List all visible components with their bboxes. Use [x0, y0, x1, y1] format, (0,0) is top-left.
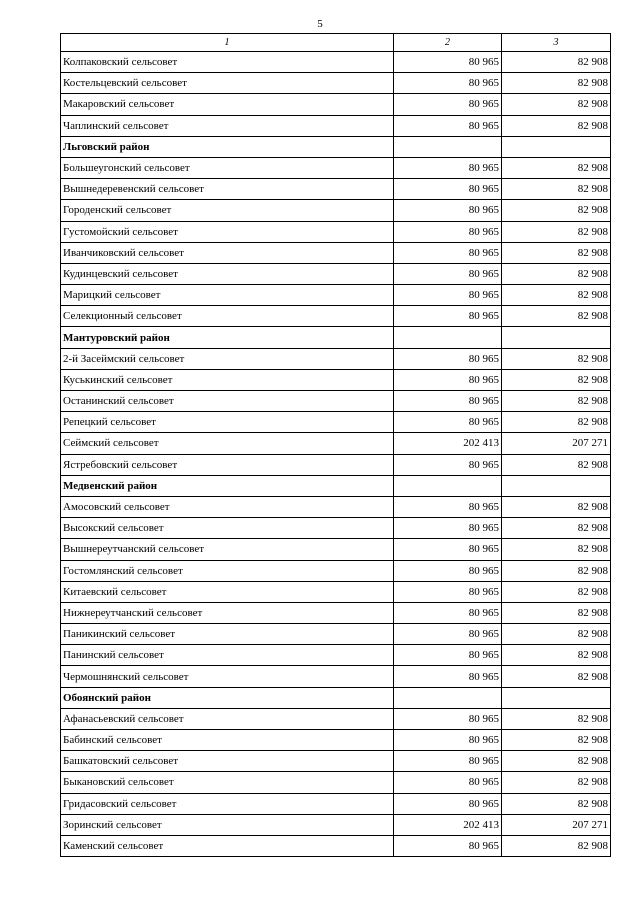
table-row: [61, 539, 611, 560]
table-row: [61, 814, 611, 835]
value-col-3: 82 908: [502, 115, 611, 136]
value-col-3: 207 271: [502, 433, 611, 454]
value-col-3: 82 908: [502, 581, 611, 602]
table-header-row: [61, 34, 611, 52]
value-col-2: 80 965: [394, 518, 502, 539]
value-col-3: 82 908: [502, 52, 611, 73]
table-row: [61, 708, 611, 729]
value-col-2: 80 965: [394, 730, 502, 751]
value-col-3: 82 908: [502, 200, 611, 221]
settlement-name: Чермошнянский сельсовет: [61, 666, 394, 687]
settlement-name: Паникинский сельсовет: [61, 624, 394, 645]
settlement-name: Каменский сельсовет: [61, 835, 394, 856]
column-header-3: 3: [502, 34, 611, 52]
table-row: [61, 157, 611, 178]
value-col-3: 82 908: [502, 560, 611, 581]
value-col-3: 82 908: [502, 73, 611, 94]
value-col-3: 82 908: [502, 496, 611, 517]
value-col-2: 80 965: [394, 200, 502, 221]
value-col-2: 80 965: [394, 751, 502, 772]
table-row: [61, 602, 611, 623]
table-row: [61, 285, 611, 306]
table-row: [61, 348, 611, 369]
value-col-3: 207 271: [502, 814, 611, 835]
table-row: [61, 454, 611, 475]
table-row: [61, 793, 611, 814]
table-row: [61, 263, 611, 284]
table-row: [61, 242, 611, 263]
value-col-2: 80 965: [394, 369, 502, 390]
settlement-name: Останинский сельсовет: [61, 391, 394, 412]
settlement-name: Гостомлянский сельсовет: [61, 560, 394, 581]
value-col-3: [502, 136, 611, 157]
value-col-3: 82 908: [502, 179, 611, 200]
settlement-name: Высокский сельсовет: [61, 518, 394, 539]
settlement-name: Иванчиковский сельсовет: [61, 242, 394, 263]
value-col-2: 80 965: [394, 496, 502, 517]
value-col-2: 80 965: [394, 624, 502, 645]
table-row: [61, 179, 611, 200]
value-col-3: 82 908: [502, 772, 611, 793]
value-col-3: 82 908: [502, 157, 611, 178]
table-row: [61, 200, 611, 221]
value-col-2: 80 965: [394, 179, 502, 200]
value-col-3: 82 908: [502, 306, 611, 327]
value-col-3: 82 908: [502, 730, 611, 751]
district-row: [61, 687, 611, 708]
value-col-3: 82 908: [502, 751, 611, 772]
column-header-2: 2: [394, 34, 502, 52]
table-row: [61, 624, 611, 645]
value-col-3: 82 908: [502, 454, 611, 475]
value-col-2: 80 965: [394, 157, 502, 178]
settlement-name: Макаровский сельсовет: [61, 94, 394, 115]
value-col-3: 82 908: [502, 602, 611, 623]
table-row: [61, 666, 611, 687]
district-name: Медвенский район: [61, 475, 394, 496]
table-row: [61, 751, 611, 772]
value-col-2: 80 965: [394, 52, 502, 73]
settlement-name: Афанасьевский сельсовет: [61, 708, 394, 729]
column-header-1: 1: [61, 34, 394, 52]
settlement-name: Марицкий сельсовет: [61, 285, 394, 306]
table-row: [61, 94, 611, 115]
value-col-2: 80 965: [394, 285, 502, 306]
value-col-3: 82 908: [502, 369, 611, 390]
settlement-name: Ястребовский сельсовет: [61, 454, 394, 475]
value-col-2: [394, 687, 502, 708]
district-row: [61, 136, 611, 157]
settlement-name: Вышнедеревенский сельсовет: [61, 179, 394, 200]
value-col-3: 82 908: [502, 624, 611, 645]
value-col-3: 82 908: [502, 645, 611, 666]
table-row: [61, 221, 611, 242]
value-col-3: 82 908: [502, 285, 611, 306]
settlement-name: Панинский сельсовет: [61, 645, 394, 666]
page-number: 5: [317, 18, 323, 30]
table-row: [61, 730, 611, 751]
value-col-2: 80 965: [394, 645, 502, 666]
table-row: [61, 835, 611, 856]
settlement-name: Кудинцевский сельсовет: [61, 263, 394, 284]
value-col-3: 82 908: [502, 835, 611, 856]
table-row: [61, 560, 611, 581]
value-col-2: 80 965: [394, 793, 502, 814]
value-col-2: 80 965: [394, 391, 502, 412]
settlement-name: Городенский сельсовет: [61, 200, 394, 221]
value-col-3: 82 908: [502, 263, 611, 284]
settlement-name: Башкатовский сельсовет: [61, 751, 394, 772]
value-col-2: 80 965: [394, 348, 502, 369]
settlement-name: Сеймский сельсовет: [61, 433, 394, 454]
table-row: [61, 52, 611, 73]
settlement-name: Вышнереутчанский сельсовет: [61, 539, 394, 560]
settlement-name: Большеугонский сельсовет: [61, 157, 394, 178]
value-col-2: 80 965: [394, 73, 502, 94]
value-col-3: 82 908: [502, 221, 611, 242]
table-row: [61, 645, 611, 666]
settlement-name: Быкановский сельсовет: [61, 772, 394, 793]
value-col-3: 82 908: [502, 666, 611, 687]
settlement-name: Колпаковский сельсовет: [61, 52, 394, 73]
value-col-2: 202 413: [394, 433, 502, 454]
value-col-2: 80 965: [394, 263, 502, 284]
settlement-name: Густомойский сельсовет: [61, 221, 394, 242]
value-col-2: 80 965: [394, 772, 502, 793]
table-row: [61, 412, 611, 433]
district-name: Обоянский район: [61, 687, 394, 708]
value-col-3: 82 908: [502, 412, 611, 433]
settlement-name: Чаплинский сельсовет: [61, 115, 394, 136]
value-col-2: 80 965: [394, 708, 502, 729]
value-col-2: 80 965: [394, 539, 502, 560]
settlement-name: Гридасовский сельсовет: [61, 793, 394, 814]
value-col-2: 80 965: [394, 221, 502, 242]
table-row: [61, 73, 611, 94]
value-col-3: 82 908: [502, 391, 611, 412]
value-col-3: 82 908: [502, 539, 611, 560]
settlement-name: Репецкий сельсовет: [61, 412, 394, 433]
settlement-name: Костельцевский сельсовет: [61, 73, 394, 94]
district-name: Льговский район: [61, 136, 394, 157]
value-col-2: [394, 327, 502, 348]
table-row: [61, 391, 611, 412]
value-col-2: [394, 136, 502, 157]
settlement-name: 2-й Засеймский сельсовет: [61, 348, 394, 369]
district-row: [61, 475, 611, 496]
value-col-2: 80 965: [394, 306, 502, 327]
table-row: [61, 581, 611, 602]
value-col-3: [502, 475, 611, 496]
value-col-2: 80 965: [394, 835, 502, 856]
settlement-name: Китаевский сельсовет: [61, 581, 394, 602]
district-name: Мантуровский район: [61, 327, 394, 348]
value-col-3: 82 908: [502, 94, 611, 115]
value-col-3: 82 908: [502, 518, 611, 539]
value-col-2: 80 965: [394, 602, 502, 623]
value-col-2: 80 965: [394, 115, 502, 136]
table-row: [61, 496, 611, 517]
settlement-name: Куськинский сельсовет: [61, 369, 394, 390]
table-row: [61, 306, 611, 327]
settlement-name: Нижнереутчанский сельсовет: [61, 602, 394, 623]
value-col-2: 80 965: [394, 454, 502, 475]
value-col-2: 80 965: [394, 581, 502, 602]
value-col-2: 80 965: [394, 412, 502, 433]
value-col-2: 202 413: [394, 814, 502, 835]
value-col-3: 82 908: [502, 793, 611, 814]
settlement-name: Селекционный сельсовет: [61, 306, 394, 327]
value-col-2: 80 965: [394, 560, 502, 581]
table-body: [61, 52, 611, 857]
settlement-name: Амосовский сельсовет: [61, 496, 394, 517]
value-col-3: 82 908: [502, 708, 611, 729]
table-row: [61, 433, 611, 454]
settlement-name: Зоринский сельсовет: [61, 814, 394, 835]
settlement-name: Бабинский сельсовет: [61, 730, 394, 751]
value-col-3: 82 908: [502, 348, 611, 369]
value-col-3: [502, 687, 611, 708]
value-col-3: [502, 327, 611, 348]
table-row: [61, 518, 611, 539]
table-row: [61, 772, 611, 793]
value-col-3: 82 908: [502, 242, 611, 263]
value-col-2: 80 965: [394, 666, 502, 687]
allocation-table: [60, 33, 611, 857]
value-col-2: 80 965: [394, 94, 502, 115]
table-row: [61, 115, 611, 136]
table-row: [61, 369, 611, 390]
value-col-2: 80 965: [394, 242, 502, 263]
value-col-2: [394, 475, 502, 496]
district-row: [61, 327, 611, 348]
